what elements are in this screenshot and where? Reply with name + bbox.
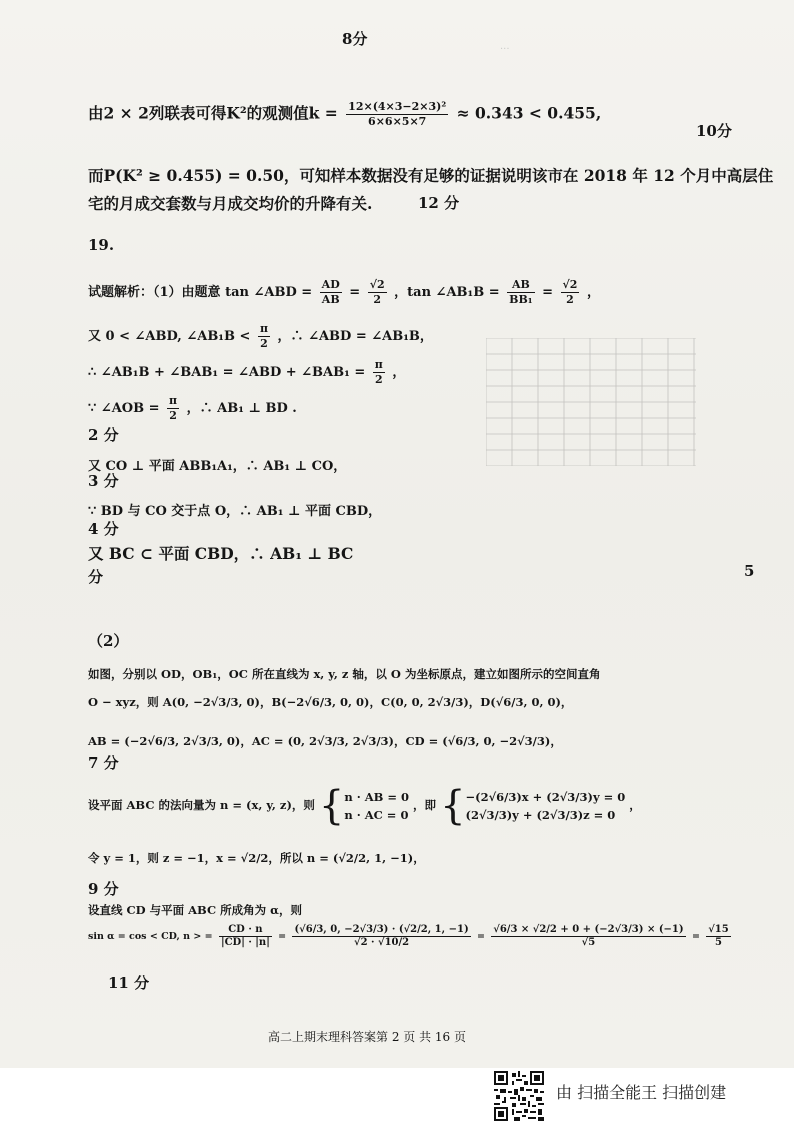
frac-den: AB xyxy=(321,293,340,306)
sin-eq1: = xyxy=(278,931,287,942)
frac-den: √5 xyxy=(581,937,596,948)
p2-line2: O − xyz，则 A(0, −2√3/3, 0)，B(−2√6/3, 0, 0)，C(0, 0, 2√3/3)，D(√6/3, 0, 0)， xyxy=(88,695,573,709)
sin-alpha-line xyxy=(88,924,734,949)
p1-tail: ， xyxy=(586,285,600,300)
score-4: 4 分 xyxy=(88,520,119,538)
sin-eq3: = xyxy=(691,931,700,942)
k2-lead: 由2 × 2列联表可得 xyxy=(88,103,227,123)
k2-frac-den: 6×6×5×7 xyxy=(368,115,427,128)
p2-line3: AB = (−2√6/3, 2√3/3, 0)，AC = (0, 2√3/3, 2√3/3)，CD = (√6/3, 0, −2√3/3)， xyxy=(88,734,562,748)
frac-num: (√6/3, 0, −2√3/3) · (√2/2, 1, −1) xyxy=(294,924,469,935)
sin-frac-3 xyxy=(491,924,685,949)
qr-code-icon[interactable] xyxy=(494,1071,544,1121)
sys2-eq-b: (2√3/3)y + (2√3/3)z = 0 xyxy=(465,808,616,822)
k2-symbol: K² xyxy=(226,103,247,123)
brace-icon: { xyxy=(440,783,466,829)
l4-tail: ，∴ AB₁ ⊥ BD . xyxy=(186,401,297,416)
sys2-eq-a: −(2√6/3)x + (2√3/3)y = 0 xyxy=(465,790,626,804)
frac-root2-2 xyxy=(368,278,387,307)
frac-den: 2 xyxy=(373,293,381,306)
q19-line7: 又 BC ⊂ 平面 CBD，∴ AB₁ ⊥ BC xyxy=(88,544,354,563)
frac-den: 5 xyxy=(714,937,722,948)
scanner-brand-text: 由 扫描全能王 扫描创建 xyxy=(556,1083,727,1102)
frac-num: AD xyxy=(321,278,340,291)
part-2-label: （2） xyxy=(88,632,129,650)
frac-num: √15 xyxy=(708,924,729,935)
sin-frac-2 xyxy=(292,924,470,949)
k2-mid: 的观测值 xyxy=(246,103,309,123)
sin-frac-1 xyxy=(219,924,272,949)
k2-approx: ≈ 0.343 < 0.455, xyxy=(456,103,602,123)
score-10: 10分 xyxy=(696,122,732,140)
ghost-grid-icon xyxy=(486,338,696,466)
frac-root2-2b xyxy=(561,278,580,307)
score-2: 2 分 xyxy=(88,426,119,444)
sys1-eq-b: n · AC = 0 xyxy=(344,808,409,822)
sin-lead: sin α = cos < CD, n > = xyxy=(88,931,213,942)
q19-line6: ∵ BD 与 CO 交于点 O，∴ AB₁ ⊥ 平面 CBD， xyxy=(88,504,382,519)
k2-observation-line xyxy=(88,100,601,129)
p1-eq2: = xyxy=(542,285,554,300)
normal-mid: ，即 xyxy=(413,798,437,812)
l3-lead: ∴ ∠AB₁B + ∠BAB₁ = ∠ABD + ∠BAB₁ = xyxy=(88,365,366,380)
frac-den: √2 · √10/2 xyxy=(354,937,410,948)
normal-lead: 设平面 ABC 的法向量为 n = (x, y, z)，则 xyxy=(88,798,315,812)
p1-lead: 试题解析：（1）由题意 tan ∠ABD = xyxy=(88,285,313,300)
sin-frac-4 xyxy=(706,924,731,949)
ghost-text: ··· xyxy=(500,44,510,55)
frac-pi-2 xyxy=(167,394,179,423)
frac-num: π xyxy=(259,322,269,335)
question-19-number: 19. xyxy=(88,236,115,254)
l2-lead: 又 0 < ∠ABD, ∠AB₁B < xyxy=(88,329,251,344)
normal-system-2 xyxy=(466,788,626,824)
frac-num: π xyxy=(374,358,383,371)
score-5-unit: 分 xyxy=(88,568,104,586)
score-12: 12 分 xyxy=(418,194,460,212)
score-7: 7 分 xyxy=(88,754,119,772)
k2-frac-num: 12×(4×3−2×3)² xyxy=(348,100,447,113)
q19-line5: 又 CO ⊥ 平面 ABB₁A₁，∴ AB₁ ⊥ CO， xyxy=(88,459,347,474)
frac-pi-2 xyxy=(373,358,385,387)
conclusion-line-2: 宅的月成交套数与月成交均价的升降有关. xyxy=(88,194,373,213)
let-y-line: 令 y = 1，则 z = −1，x = √2/2，所以 n = (√2/2, 1, −1)， xyxy=(88,851,425,865)
normal-system-1 xyxy=(344,788,409,824)
p1-eq1: = xyxy=(349,285,361,300)
frac-pi-2 xyxy=(258,322,270,351)
l4-lead: ∵ ∠AOB = xyxy=(88,401,160,416)
frac-num: π xyxy=(169,394,178,407)
page-footer: 高二上期末理科答案第 2 页 共 16 页 xyxy=(268,1030,466,1044)
k-eq: = xyxy=(319,103,344,123)
normal-vector-line xyxy=(88,783,641,829)
frac-num: AB xyxy=(507,278,534,293)
l3-tail: ， xyxy=(392,365,406,380)
q19-line3 xyxy=(88,358,405,387)
q19-part1-line1 xyxy=(88,278,600,307)
conclusion-line-1: 而P(K² ≥ 0.455) = 0.50，可知样本数据没有足够的证据说明该市在 2018 年 12 个月中高层住 xyxy=(88,166,774,185)
frac-num: CD · n xyxy=(219,924,272,937)
l2-tail: ，∴ ∠ABD = ∠AB₁B， xyxy=(277,329,433,344)
brace-icon: { xyxy=(318,783,345,829)
q19-line2 xyxy=(88,322,433,351)
frac-ad-ab xyxy=(320,278,342,307)
frac-den: 2 xyxy=(169,409,177,422)
frac-den: BB₁ xyxy=(509,293,533,306)
frac-ab-bb1 xyxy=(507,278,534,307)
score-11: 11 分 xyxy=(108,974,150,992)
sys1-eq-a: n · AB = 0 xyxy=(344,790,410,804)
frac-num: √2 xyxy=(562,278,578,291)
sin-eq2: = xyxy=(476,931,485,942)
p1-mid: ，tan ∠AB₁B = xyxy=(394,285,500,300)
score-9: 9 分 xyxy=(88,880,119,898)
score-8: 8分 xyxy=(342,30,368,48)
normal-tail: ， xyxy=(629,798,641,812)
angle-def-line: 设直线 CD 与平面 ABC 所成角为 α，则 xyxy=(88,903,303,917)
frac-den: 2 xyxy=(566,293,574,306)
frac-den: 2 xyxy=(260,337,268,350)
k-symbol: k xyxy=(308,103,320,123)
q19-line4 xyxy=(88,394,297,423)
k2-fraction xyxy=(346,100,448,129)
p2-line1: 如图，分别以 OD，OB₁，OC 所在直线为 x, y, z 轴，以 O 为坐标原点，建立如图所示的空间直角 xyxy=(88,667,601,681)
frac-num: √6/3 × √2/2 + 0 + (−2√3/3) × (−1) xyxy=(493,924,684,935)
frac-den: |CD| · |n| xyxy=(220,937,270,948)
frac-num: √2 xyxy=(369,278,385,291)
score-3: 3 分 xyxy=(88,472,119,490)
score-5-number: 5 xyxy=(744,562,755,580)
frac-den: 2 xyxy=(374,373,383,386)
